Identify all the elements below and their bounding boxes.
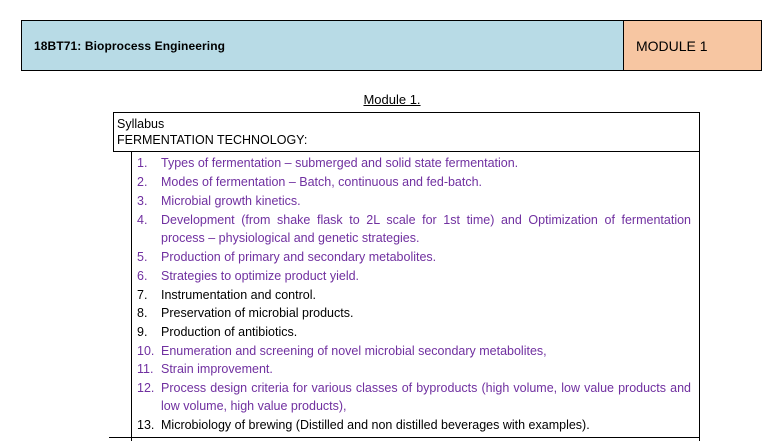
page-header — [21, 20, 762, 71]
syllabus-list — [131, 151, 700, 441]
item-text: Types of fermentation – submerged and solid state fermentation. — [161, 156, 519, 170]
item-text: Microbiology of brewing (Distilled and non distilled beverages with examples). — [161, 418, 590, 432]
item-number: 5. — [137, 250, 148, 264]
item-number: 7. — [137, 288, 148, 302]
item-text: Modes of fermentation – Batch, continuous and fed-batch. — [161, 175, 483, 189]
item-text: Strain improvement. — [161, 362, 273, 376]
course-title: 18BT71: Bioprocess Engineering — [22, 21, 624, 70]
item-number: 4. — [137, 213, 148, 227]
item-number: 6. — [137, 269, 148, 283]
module-heading-text: Module 1. — [363, 92, 421, 107]
item-number: 12. — [137, 381, 155, 395]
item-text: Enumeration and screening of novel microbial secondary metabolites, — [161, 344, 547, 358]
item-text: Process design criteria for various classes of byproducts (high volume, low value products and low volume, high value products), — [161, 381, 691, 413]
item-text: Production of primary and secondary metabolites. — [161, 250, 437, 264]
item-text: Preservation of microbial products. — [161, 306, 354, 320]
item-number: 3. — [137, 194, 148, 208]
item-text: Production of antibiotics. — [161, 325, 298, 339]
item-text: Development (from shake flask to 2L scale for 1st time) and Optimization of fermentation process – physiological and genetic strategies. — [161, 213, 691, 245]
item-text: Strategies to optimize product yield. — [161, 269, 360, 283]
item-number: 13. — [137, 418, 155, 432]
item-number: 8. — [137, 306, 148, 320]
item-number: 9. — [137, 325, 148, 339]
table-bottom-border — [109, 437, 700, 438]
item-number: 2. — [137, 175, 148, 189]
item-text: Microbial growth kinetics. — [161, 194, 301, 208]
item-text: Instrumentation and control. — [161, 288, 316, 302]
item-number: 10. — [137, 344, 155, 358]
syllabus-header-box — [113, 112, 700, 152]
item-number: 11. — [137, 362, 154, 376]
syllabus-label: Syllabus — [117, 117, 165, 131]
item-number: 1. — [137, 156, 148, 170]
module-label: MODULE 1 — [624, 21, 761, 70]
syllabus-topic: FERMENTATION TECHNOLOGY: — [117, 133, 308, 147]
module-heading — [0, 92, 784, 107]
